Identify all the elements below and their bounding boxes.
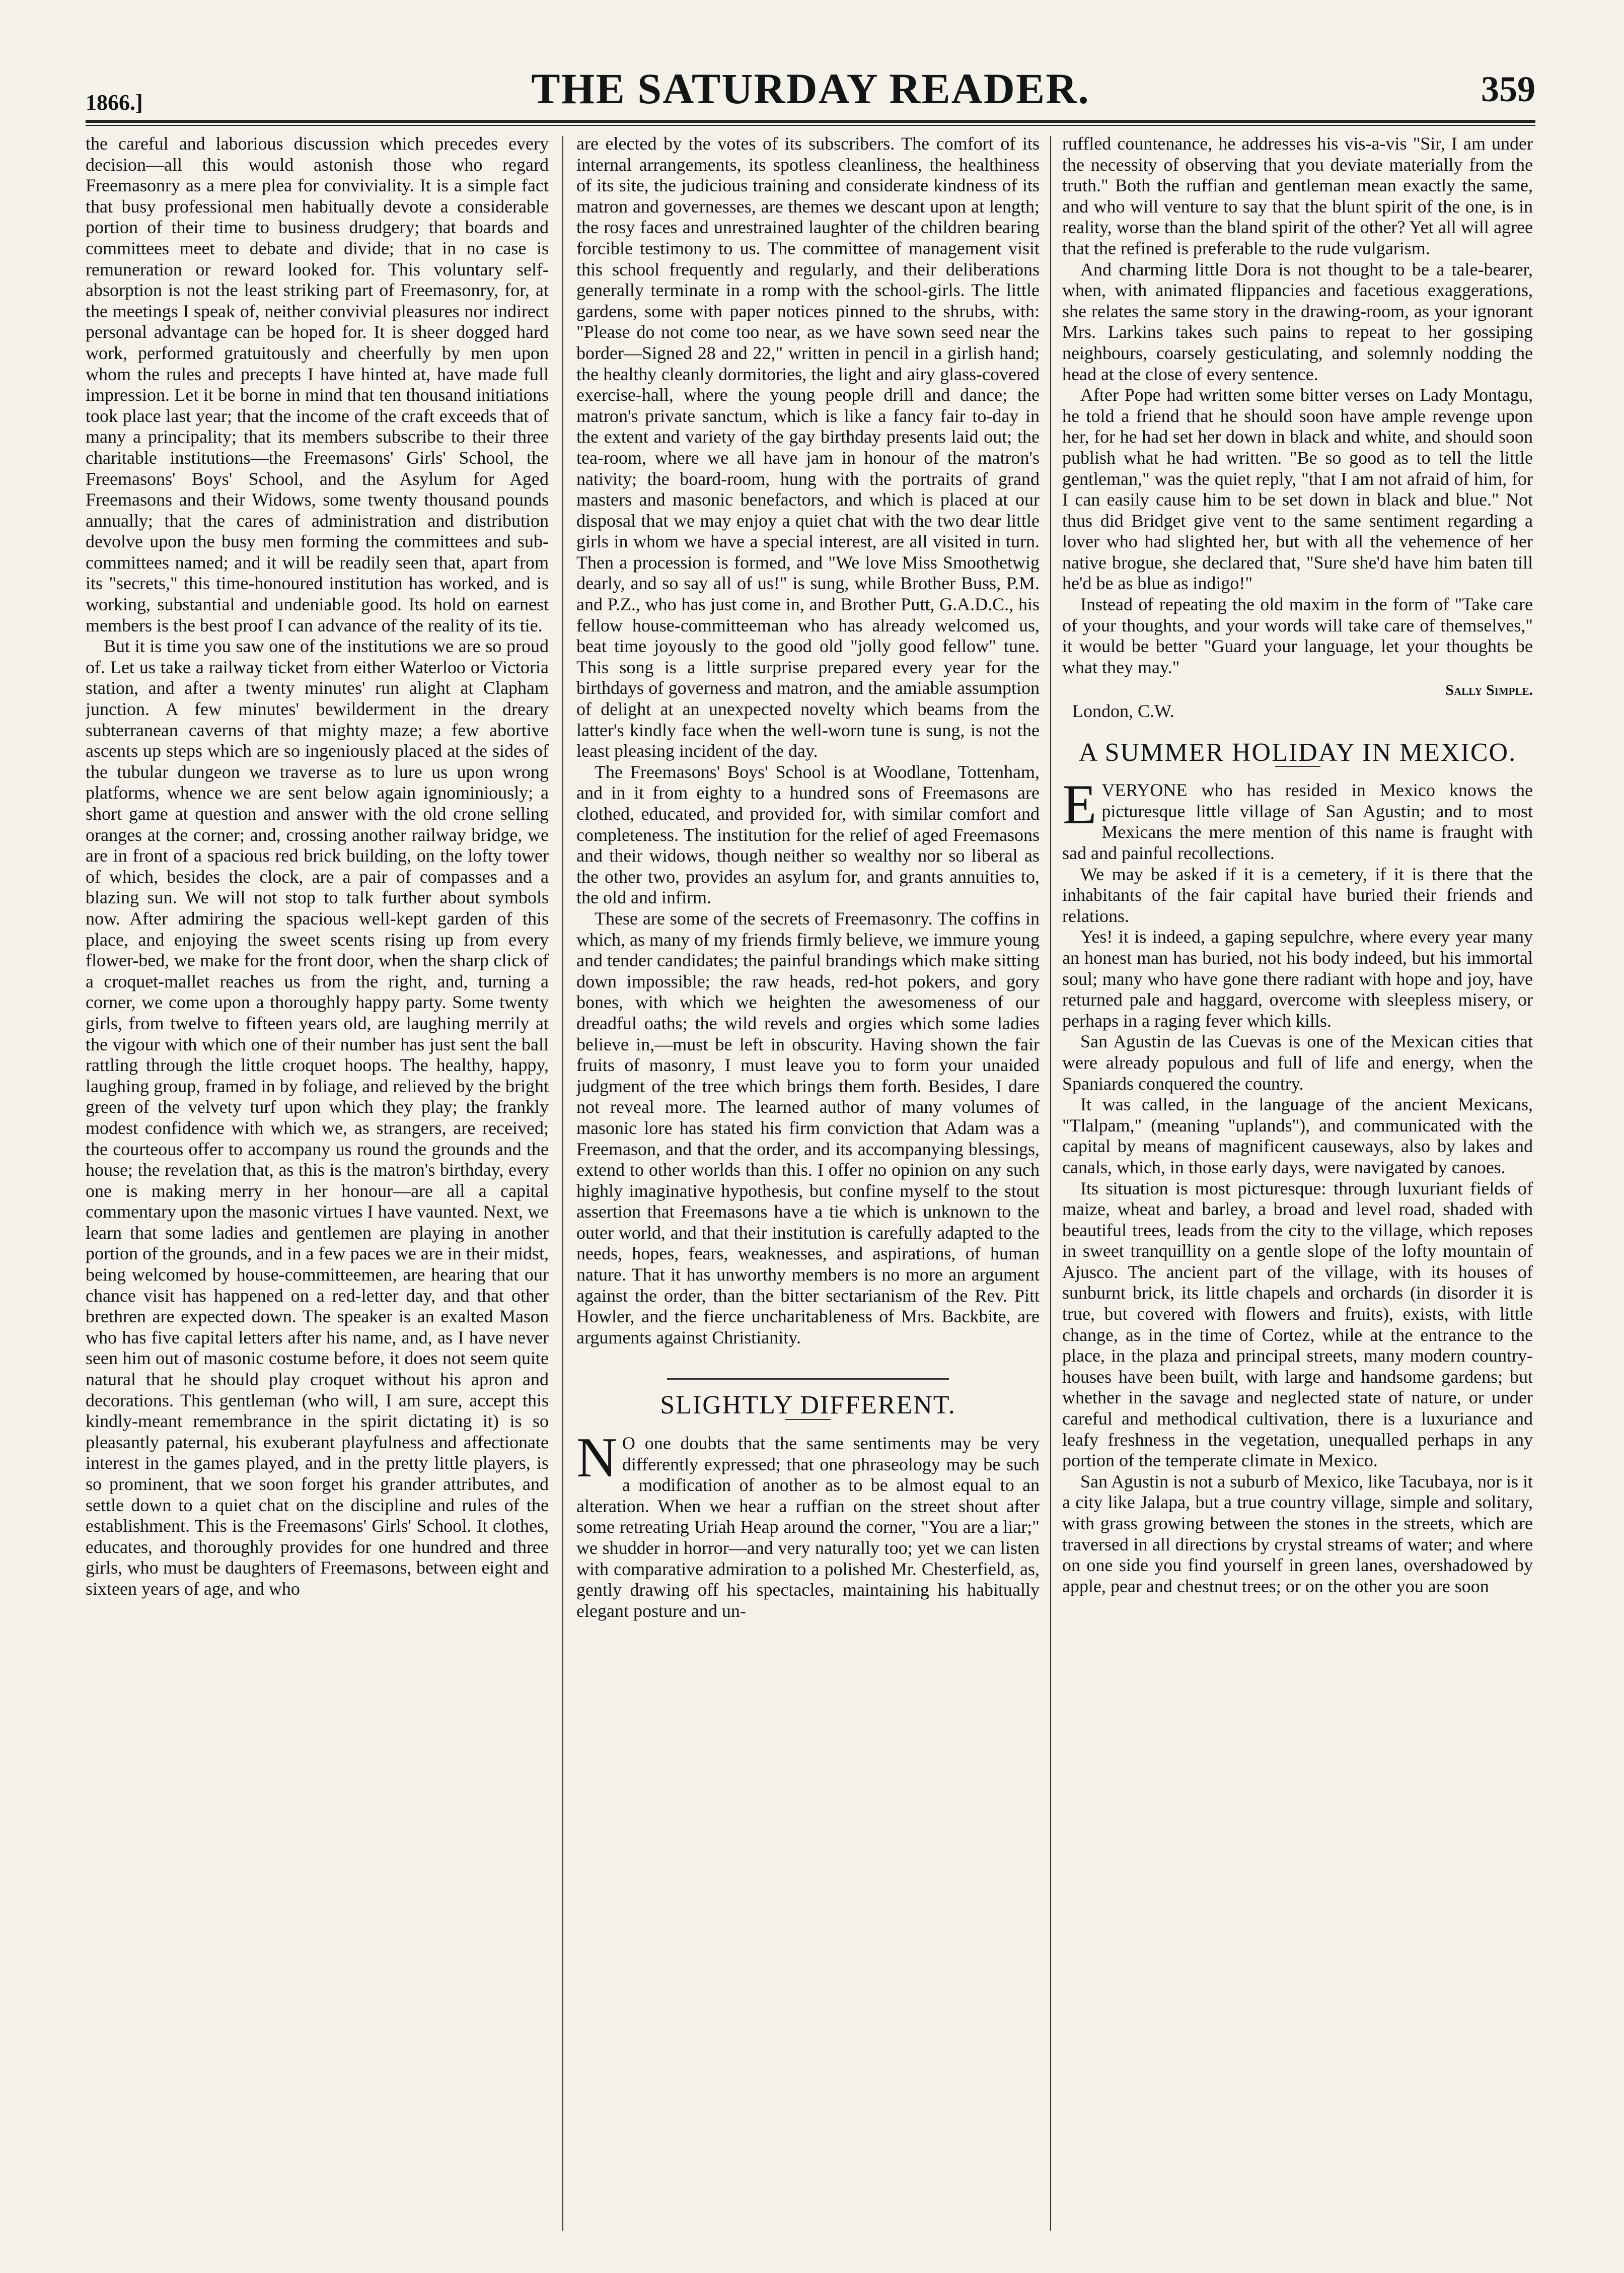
author-signature: Sally Simple. [1445, 682, 1533, 699]
article-title: A SUMMER HOLIDAY IN MEXICO. [1078, 738, 1517, 767]
column-divider [562, 136, 563, 2231]
article-lead-paragraph [576, 1427, 1040, 1621]
column-2 [576, 133, 1040, 2233]
page-number: 359 [1481, 69, 1535, 109]
issue-year: 1866.] [86, 90, 143, 115]
article-lead-paragraph [1062, 773, 1533, 864]
paragraph: Yes! it is indeed, a gaping sepulchre, where every year many an honest man has buried, not his body indeed, but his immortal soul; many who have gone there radiant with hope and joy, have returned pale and haggard, overcome with sleepless misery, or perhaps in a raging fever which kills. [1062, 927, 1533, 1031]
column-1 [86, 133, 549, 2233]
paragraph: San Agustin is not a suburb of Mexico, like Tacubaya, nor is it a city like Jalapa, but a true country village, simple and solitary, with grass growing between the stones in the streets, which are traversed in all directions by crystal streams of water; and where on one side you find yourself in green lanes, overshadowed by apple, pear and chestnut trees; or on the other you are soon [1062, 1471, 1533, 1596]
page-header [86, 44, 1535, 120]
paragraph: ruffled countenance, he addresses his vis-a-vis "Sir, I am under the necessity of observing that you deviate materially from the truth." Both the ruffian and gentleman mean exactly the same, and who will venture to say that the blunt spirit of the one, is in reality, worse than the bland spirit of the other? Yet all will agree that the refined is preferable to the rude vulgarism. [1062, 133, 1533, 258]
paragraph: After Pope had written some bitter verses on Lady Montagu, he told a friend that he should soon have ample revenge upon her, for he had set her down in black and white, and should soon publish what he had written. "Be so good as to tell the little gentleman," was the quiet reply, "that I am not afraid of him, for I can easily cause him to be set down in black and blue." Not thus did Bridget give vent to the same sentiment regarding a lover who had slighted her, but with all the vehemence of her native brogue, she declared that, "Sure she'd have him baten till he'd be as blue as indigo!" [1062, 385, 1533, 594]
column-divider [1050, 136, 1051, 2231]
paragraph: It was called, in the language of the ancient Mexicans, "Tlalpam," (meaning "uplands"), and communicated with the capital by means of magnificent causeways, also by lakes and canals, which, in those early days, were navigated by canoes. [1062, 1094, 1533, 1177]
paragraph: The Freemasons' Boys' School is at Woodlane, Tottenham, and in it from eighty to a hundred sons of Freemasons are clothed, educated, and provided for, with similar comfort and completeness. The institution for the relief of aged Freemasons and their widows, though neither so wealthy nor so liberal as the other two, provides an asylum for, and grants annuities to, the old and infirm. [576, 761, 1040, 908]
paragraph: San Agustin de las Cuevas is one of the Mexican cities that were already populous and full of life and energy, when the Spaniards conquered the country. [1062, 1031, 1533, 1094]
header-rule-thin [86, 125, 1535, 126]
paragraph-text: O one doubts that the same sentiments may be very differently expressed; that one phraseology may be such a modification of another as to be almost equal to an alteration. When we hear a ruffian on the street shout after some retreating Uriah Heap around the corner, "You are a liar;" we shudder in horror—and very naturally too; yet we can listen with comparative admiration to a polished Mr. Chesterfield, as, gently drawing off his spectacles, maintaining his habitually elegant posture and un- [576, 1433, 1040, 1621]
paragraph: But it is time you saw one of the institutions we are so proud of. Let us take a railway ticket from either Waterloo or Victoria station, and after a twenty minutes' run alight at Clapham junction. A few minutes' bewilderment in the dreary subterranean caverns of that mighty maze; a few abortive ascents up steps which are so ingeniously placed at the sides of the tubular dungeon we traverse as to lure us upon wrong platforms, whence we are sent below again ignominiously; a short game at question and answer with the old crone selling oranges at the corner; and, crossing another railway bridge, we are in front of a spacious red brick building, on the lofty tower of which, besides the clock, are a pair of compasses and a blazing sun. We will not stop to talk further about symbols now. After admiring the spacious well-kept garden of this place, and enjoying the sweet scents rising up from every flower-bed, we make for the front door, when the sharp click of a croquet-mallet reaches us from the right, and, turning a corner, we come upon a thoroughly happy party. Some twenty girls, from twelve to fifteen years old, are laughing merrily at the vigour with which one of their number has just sent the ball rattling through the little croquet hoops. The healthy, happy, laughing group, framed in by foliage, and relieved by the bright green of the velvety turf upon which they play; the frankly modest confidence with which we, as strangers, are received; the courteous offer to accompany us round the grounds and the house; the revelation that, as this is the matron's birthday, every one is making merry in her honour—are all a capital commentary upon the masonic virtues I have vaunted. Next, we learn that some ladies and gentlemen are playing in another portion of the grounds, and in a few paces we are in their midst, being welcomed by house-committeemen, are hearing that our chance visit has happened on a red-letter day, and that other brethren are expected down. The speaker is an exalted Mason who has five capital letters after his name, and, as I have never seen him out of masonic costume before, it does not seem quite natural that he should play croquet without his apron and decorations. This gentleman (who will, I am sure, accept this kindly-meant remembrance in the spirit dictating it) is so pleasantly paternal, his exuberant playfulness and affectionate interest in the games played, and in the pretty little players, is so prominent, that we soon forget his grander attributes, and settle down to a quiet chat on the discipline and rules of the establishment. This is the Freemasons' Girls' School. It clothes, educates, and thoroughly provides for one hundred and three girls, who must be daughters of Freemasons, between eight and sixteen years of age, and who [86, 636, 549, 1599]
author-location: London, C.W. [1072, 701, 1174, 722]
paragraph: We may be asked if it is a cemetery, if it is there that the inhabitants of the fair capital have buried their friends and relations. [1062, 864, 1533, 926]
paragraph: the careful and laborious discussion which precedes every decision—all this would astonish those who regard Freemasonry as a mere plea for conviviality. It is a simple fact that busy professional men habitually devote a considerable portion of their time to business drudgery; that boards and committees meet to debate and divide; that in no case is remuneration or reward looked for. This voluntary self-absorption is not the least striking part of Freemasonry, for, at the meetings I speak of, neither convivial pleasures nor indirect personal advantage can be hoped for. It is sheer dogged hard work, performed gratuitously and cheerfully by men upon whom the rules and precepts I have hinted at, have made full impression. Let it be borne in mind that ten thousand initiations took place last year; that the income of the craft exceeds that of many a principality; that its members subscribe to their three charitable institutions—the Freemasons' Girls' School, the Freemasons' Boys' School, and the Asylum for Aged Freemasons and their Widows, some twenty thousand pounds annually; that the cares of administration and distribution devolve upon the busy men forming the committees and sub-committees named; and it will be readily seen that, apart from its "secrets," this time-honoured institution has worked, and is working, substantial and undeniable good. Its hold on earnest members is the best proof I can advance of the reality of its tie. [86, 133, 549, 635]
paragraph: And charming little Dora is not thought to be a tale-bearer, when, with animated flippancies and facetious exaggerations, she relates the same story in the drawing-room, as your ignorant Mrs. Larkins takes such pains to repeat to her gossiping neighbours, coarsely gesticulating, and solemnly nodding the head at the close of every sentence. [1062, 259, 1533, 384]
drop-cap: N [576, 1427, 617, 1489]
paragraph: are elected by the votes of its subscribers. The comfort of its internal arrangements, its spotless cleanliness, the healthiness of its site, the judicious training and considerate kindness of its matron and governesses, are themes we descant upon at length; the rosy faces and unrestrained laughter of the children bearing forcible testimony to us. The committee of management visit this school frequently and regularly, and their deliberations generally terminate in a romp with the school-girls. The little gardens, some with paper notices pinned to the shrubs, with: "Please do not come too near, as we have sown seed near the border—Signed 28 and 22," written in pencil in a girlish hand; the healthy cleanly dormitories, the light and airy glass-covered exercise-hall, where the young people drill and dance; the matron's private sanctum, which is like a fancy fair to-day in the extent and variety of the gay birthday presents laid out; the tea-room, where we all have jam in honour of the matron's nativity; the board-room, hung with the portraits of grand masters and masonic benefactors, and which is placed at our disposal that we may enjoy a quiet chat with the two dear little girls in whom we have a special interest, are all visited in turn. Then a procession is formed, and "We love Miss Smoothetwig dearly, and so say all of us!" is sung, while Brother Buss, P.M. and P.Z., who has just come in, and Brother Putt, G.A.D.C., his fellow house-committeeman who has already welcomed us, beat time joyously to the good old "jolly good fellow" tune. This song is a little surprise prepared every year for the birthdays of governess and matron, and the amiable assumption of delight at an unexpected novelty which beams from the latter's kindly face when the well-worn tune is sung, is not the least pleasing incident of the day. [576, 133, 1040, 761]
article-separator [667, 1378, 949, 1380]
header-rule [86, 120, 1535, 123]
paragraph: Instead of repeating the old maxim in the form of "Take care of your thoughts, and your words will take care of themselves," it would be better "Guard your language, let your thoughts be what they may." [1062, 594, 1533, 677]
column-3 [1062, 133, 1533, 2233]
drop-cap: E [1062, 773, 1097, 836]
masthead-title: THE SATURDAY READER. [531, 64, 1090, 113]
paragraph: These are some of the secrets of Freemasonry. The coffins in which, as many of my friends firmly believe, we immure young and tender candidates; the painful brandings which make sitting down impossible; the raw heads, red-hot pokers, and gory bones, with which we heighten the awesomeness of our dreadful oaths; the wild revels and orgies which some ladies believe in,—must be left in obscurity. Having shown the fair fruits of masonry, I must leave you to form your unaided judgment of the tree which brings them forth. Besides, I dare not reveal more. The learned author of many volumes of masonic lore has stated his firm conviction that Adam was a Freemason, and that the order, and its accompanying blessings, extend to other worlds than this. I offer no opinion on any such highly imaginative hypothesis, but confine myself to the stout assertion that Freemasons have a tie which is unknown to the outer world, and that their institution is carefully adapted to the needs, hopes, fears, weaknesses, and aspirations, of human nature. That it has unworthy members is no more an argument against the order, than the bitter sectarianism of the Rev. Pitt Howler, and the fierce uncharitableness of Mrs. Backbite, are arguments against Christianity. [576, 908, 1040, 1347]
paragraph: Its situation is most picturesque: through luxuriant fields of maize, wheat and barley, a broad and level road, shaded with beautiful trees, leads from the city to the village, which reposes in sweet tranquillity on a gentle slope of the lofty mountain of Ajusco. The ancient part of the village, with its houses of sunburnt brick, its little chapels and orchards (in disorder it is true, but covered with flowers and fruits), exists, with little change, as in the time of Cortez, while at the entrance to the place, in the plaza and principal streets, many modern country-houses have been built, with large and handsome gardens; but whether in the savage and neglected state of nature, or under careful and methodical cultivation, there is a luxuriance and leafy freshness in the vegetation, unequalled perhaps in any portion of the temperate climate in Mexico. [1062, 1178, 1533, 1471]
article-title: SLIGHTLY DIFFERENT. [660, 1391, 956, 1420]
paragraph-text: VERYONE who has resided in Mexico knows the picturesque little village of San Agustin; and to most Mexicans the mere mention of this name is fraught with sad and painful recollections. [1062, 780, 1533, 863]
